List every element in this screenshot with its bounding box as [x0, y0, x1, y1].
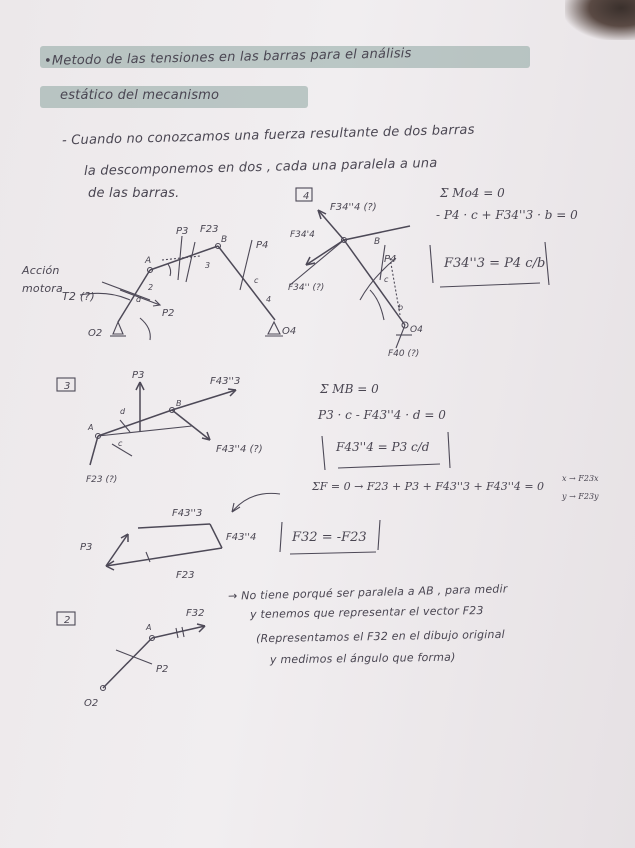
force-f43-4-arrow [172, 410, 210, 440]
bar-4 [218, 246, 275, 320]
section-3-marker: 3 [64, 381, 71, 392]
label-n2: 2 [148, 283, 154, 292]
label-f34-q: F34'' (?) [288, 283, 325, 293]
force-f34-q-arrow [306, 240, 344, 265]
bar-4-isolated [344, 240, 405, 325]
polygon-label-f43-3: F43''3 [172, 508, 203, 519]
label-f23: F23 [200, 224, 219, 235]
section-2-note-2: y tenemos que representar el vector F23 [249, 603, 484, 622]
label-p4-4: P4 [384, 254, 397, 265]
label-b-4: B [374, 237, 381, 247]
polygon-boxed: F32 = -F23 [292, 530, 367, 545]
label-o2-2: O2 [84, 698, 99, 709]
label-f40: F40 (?) [388, 349, 420, 359]
label-o4-4: O4 [410, 325, 423, 335]
force-f32-arrow [152, 626, 205, 638]
force-f23-arrow [90, 436, 98, 465]
intro-line-2: la descomponemos en dos , cada una paralela a una [83, 155, 438, 180]
polygon-label-p3: P3 [80, 542, 93, 553]
label-n4: 4 [266, 295, 272, 304]
label-c-4: c [384, 275, 389, 284]
label-c-3: c [118, 439, 123, 448]
intro-line-1: - Cuando no conozcamos una fuerza resultante de dos barras [61, 122, 475, 149]
section-3-sum-y: y → F23y [562, 492, 599, 501]
section-2-note-1: → No tiene porqué ser paralela a AB , para medir [227, 582, 508, 603]
section-3-eq2: P3 · c - F43''4 · d = 0 [318, 408, 446, 422]
label-f43-3: F43''3 [210, 376, 241, 387]
label-f23-3: F23 (?) [86, 475, 118, 485]
label-f32: F32 [186, 608, 205, 619]
polygon-p3 [106, 534, 128, 566]
header-line-1: •Metodo de las tensiones en las barras para el análisis [43, 46, 412, 69]
main-mechanism-diagram [80, 224, 296, 340]
intro-line-3: de las barras. [88, 186, 180, 201]
label-f34: F34'4 [290, 230, 315, 240]
polygon-label-f23: F23 [176, 570, 195, 581]
label-f34-pp: F34''4 (?) [330, 202, 377, 213]
polygon-f43-3 [138, 524, 210, 528]
section-2-marker: 2 [64, 615, 71, 626]
force-p2-arrow-2 [116, 650, 152, 664]
label-p2-2: P2 [156, 664, 169, 675]
label-a-2: A [146, 623, 152, 632]
section-4-eq2: - P4 · c + F34''3 · b = 0 [436, 208, 578, 222]
label-a: A [145, 256, 152, 266]
label-b-small-4: b [398, 303, 404, 312]
force-f43-3-arrow [172, 390, 236, 410]
label-o2: O2 [88, 328, 103, 339]
section-4-boxed: F34''3 = P4 c/b [444, 256, 546, 271]
label-d: d [136, 295, 142, 304]
label-f43-4: F43''4 (?) [216, 444, 263, 455]
section-4-marker: 4 [303, 191, 310, 202]
label-d-3: d [120, 407, 126, 416]
section-3-sum-x: x → F23x [562, 474, 599, 483]
curved-pointer-arrow [232, 493, 280, 512]
section-3-eq1: Σ MB = 0 [320, 382, 379, 396]
label-p2: P2 [162, 308, 175, 319]
section-4-eq1: Σ Mo4 = 0 [440, 186, 505, 200]
polygon-label-f43-4: F43''4 [226, 532, 257, 543]
label-p3-3: P3 [132, 370, 145, 381]
polygon-f43-4 [210, 524, 222, 548]
header-line-2: estático del mecanismo [60, 88, 220, 103]
label-p3: P3 [176, 226, 189, 237]
bar-2-isolated [103, 638, 152, 688]
section-2-note-4: y medimos el ángulo que forma) [269, 650, 456, 667]
section-3-sum: ΣF = 0 → F23 + P3 + F43''3 + F43''4 = 0 [312, 480, 545, 493]
pivot-o4-icon [268, 322, 280, 334]
section-3-boxed: F43''4 = P3 c/d [336, 440, 430, 454]
section-2-diagram [57, 608, 205, 709]
pivot-o2-icon [113, 322, 123, 334]
force-f34-pp-arrow [318, 210, 344, 240]
label-p4: P4 [256, 240, 269, 251]
polygon-f23 [106, 548, 222, 566]
label-b-3: B [176, 399, 182, 408]
label-c: c [254, 276, 259, 285]
label-accion-motora: Acción motora [22, 264, 63, 295]
bar-2 [118, 270, 150, 322]
label-o4: O4 [282, 326, 297, 337]
section-2-note-3: (Representamos el F32 en el dibujo original [255, 627, 505, 646]
label-n3: 3 [205, 261, 211, 270]
label-a-3: A [88, 423, 94, 432]
crank-dir [102, 282, 150, 300]
label-t2: T2 (?) [62, 290, 95, 303]
section-3-diagram [57, 370, 450, 485]
label-b: B [221, 235, 228, 245]
